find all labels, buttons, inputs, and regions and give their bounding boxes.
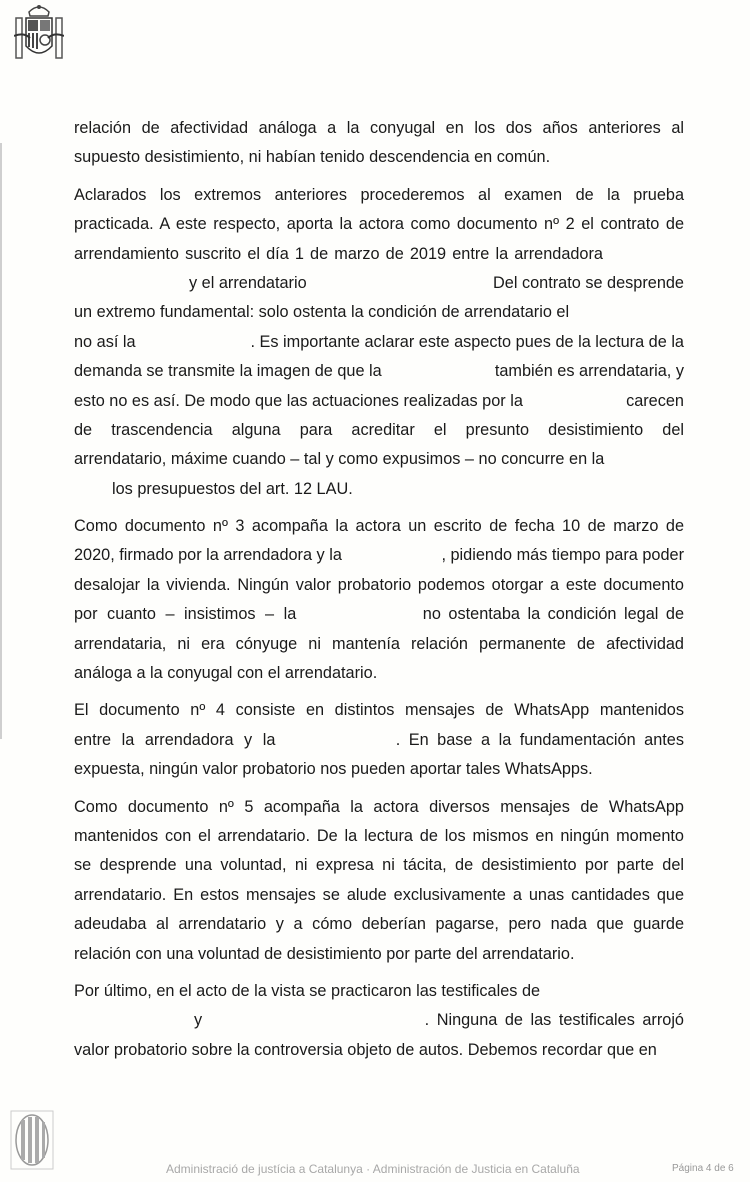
text-line: mantenidos con el arrendatario. De la lectura de los mismos en ningún momento: [74, 826, 684, 845]
spain-coat-of-arms-icon: [14, 2, 64, 64]
text-line: se desprende una voluntad, ni expresa ni tácita, de desistimiento por parte del: [74, 856, 684, 875]
generalitat-catalunya-icon: [10, 1110, 54, 1170]
text-fragment: también es arrendataria, y: [494, 362, 684, 381]
text-fragment: entre la arrendadora y la: [74, 730, 276, 749]
paragraph: [74, 114, 684, 173]
paragraph: [74, 696, 684, 784]
page-number: Página 4 de 6: [672, 1163, 734, 1174]
text-line: Como documento nº 5 acompaña la actora diversos mensajes de WhatsApp: [74, 797, 684, 816]
text-fragment: esto no es así. De modo que las actuaciones realizadas por la: [74, 391, 523, 410]
text-fragment: , pidiendo más tiempo para poder: [441, 546, 684, 565]
text-fragment: no así la: [74, 332, 136, 351]
text-fragment: Del contrato se desprende: [493, 273, 684, 292]
paragraph: [74, 793, 684, 969]
text-fragment: . En base a la fundamentación antes: [395, 730, 684, 749]
text-line: adeudaba al arrendatario y a cómo deberían pagarse, pero nada que guarde: [74, 915, 684, 934]
text-line: arrendatario. En estos mensajes se alude exclusivamente a unas cantidades que: [74, 885, 684, 904]
text-line: Aclarados los extremos anteriores procederemos al examen de la prueba: [74, 185, 684, 204]
footer-text: Administració de justícia a Catalunya · Administración de Justicia en Cataluña: [166, 1162, 580, 1176]
text-fragment: y el arrendatario: [189, 273, 307, 292]
text-fragment: demanda se transmite la imagen de que la: [74, 362, 382, 381]
document-body: [74, 114, 684, 1065]
text-line: expuesta, ningún valor probatorio nos pueden aportar tales WhatsApps.: [74, 760, 593, 779]
text-fragment: y: [194, 1011, 203, 1030]
text-line: valor probatorio sobre la controversia objeto de autos. Debemos recordar que en: [74, 1040, 657, 1059]
text-line: desalojar la vivienda. Ningún valor probatorio podemos otorgar a este documento: [74, 575, 684, 594]
text-line: arrendataria, ni era cónyuge ni mantenía relación permanente de afectividad: [74, 634, 684, 653]
paragraph: [74, 977, 684, 1065]
text-fragment: 2020, firmado por la arrendadora y la: [74, 546, 342, 565]
text-line: Por último, en el acto de la vista se practicaron las testificales de: [74, 981, 541, 1000]
margin-line: [0, 143, 2, 739]
text-line: El documento nº 4 consiste en distintos mensajes de WhatsApp mantenidos: [74, 701, 684, 720]
text-line: de trascendencia alguna para acreditar el presunto desistimiento del: [74, 420, 684, 439]
text-fragment: . Ninguna de las testificales arrojó: [424, 1011, 684, 1030]
paragraph: [74, 512, 684, 688]
text-line: análoga a la conyugal con el arrendatario.: [74, 664, 378, 683]
text-fragment: no ostentaba la condición legal de: [422, 605, 684, 624]
text-fragment: . Es importante aclarar este aspecto pues de la lectura de la: [250, 332, 684, 351]
text-line: arrendamiento suscrito el día 1 de marzo de 2019 entre la arrendadora: [74, 244, 603, 263]
paragraph: [74, 181, 684, 504]
text-line: relación con una voluntad de desistimiento por parte del arrendatario.: [74, 944, 575, 963]
text-line: los presupuestos del art. 12 LAU.: [112, 479, 353, 498]
text-line: arrendatario, máxime cuando – tal y como expusimos – no concurre en la: [74, 450, 605, 469]
text-line: supuesto desistimiento, ni habían tenido descendencia en común.: [74, 148, 551, 167]
text-fragment: por cuanto – insistimos – la: [74, 605, 297, 624]
text-line: un extremo fundamental: solo ostenta la condición de arrendatario el: [74, 303, 570, 322]
text-fragment: carecen: [626, 391, 684, 410]
text-line: relación de afectividad análoga a la conyugal en los dos años anteriores al: [74, 119, 684, 137]
text-line: practicada. A este respecto, aporta la actora como documento nº 2 el contrato de: [74, 215, 684, 234]
text-line: Como documento nº 3 acompaña la actora un escrito de fecha 10 de marzo de: [74, 517, 684, 536]
